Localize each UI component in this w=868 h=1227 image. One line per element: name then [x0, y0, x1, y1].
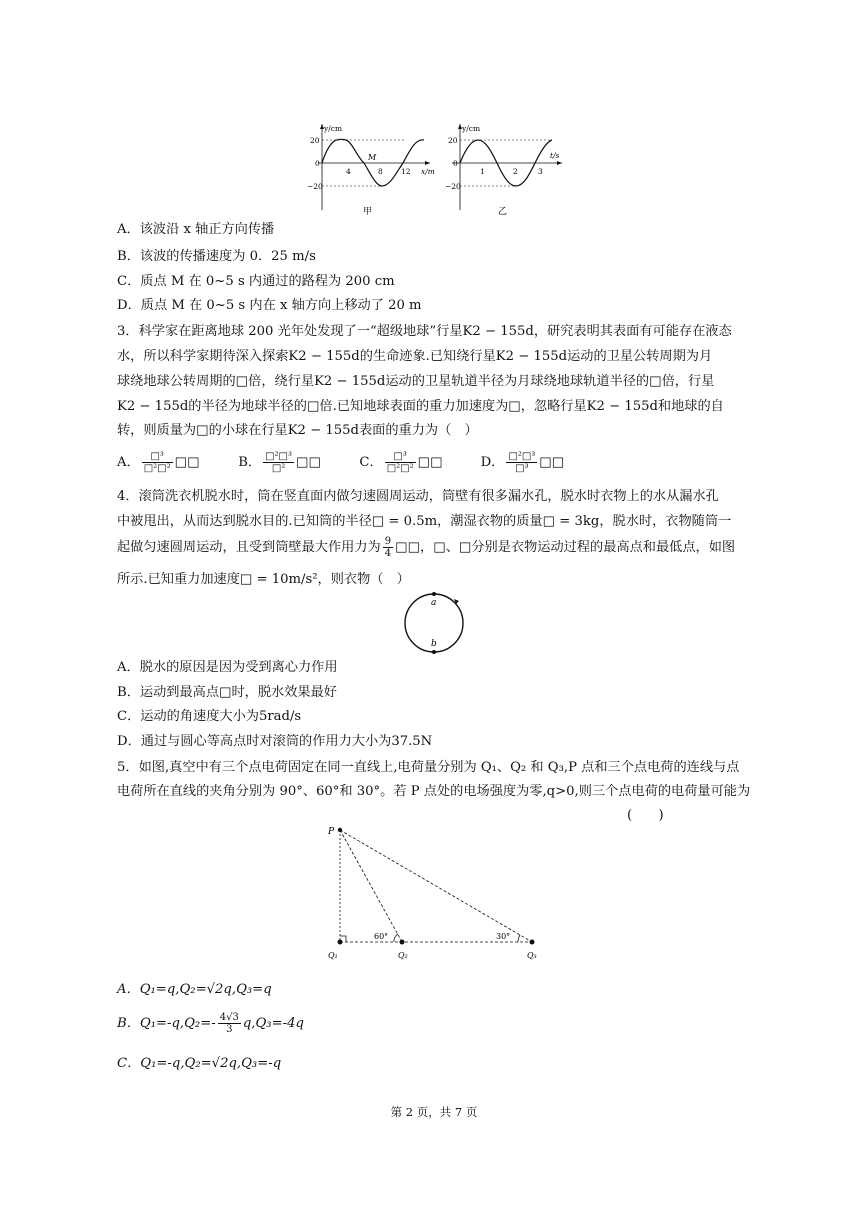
- wave-graph-left: [307, 124, 435, 217]
- wave-point-m: M: [368, 153, 377, 162]
- q4-option-b: B．运动到最高点□时，脱水效果最好: [117, 685, 337, 700]
- wave-left-caption: 甲: [363, 207, 373, 217]
- wave-right-tick-x: 3: [538, 167, 543, 176]
- wave-right-tick-y: 0: [453, 159, 458, 168]
- wave-right-xlabel: t/s: [550, 151, 560, 160]
- q4-option-a: A．脱水的原因是因为受到离心力作用: [117, 660, 338, 675]
- q3-line-4: K2 − 155d的半径为地球半径的□倍.已知地球表面的重力加速度为□，忽略行星K2 − 155d和地球的自: [117, 399, 724, 414]
- wave-left-tick-x: 8: [378, 167, 383, 176]
- wave-left-tick-x: 4: [346, 167, 351, 176]
- charges-figure: [318, 820, 548, 965]
- q4-line-2: 中被甩出，从而达到脱水目的.已知筒的半径□ = 0.5m，潮湿衣物的质量□ = 3kg，脱水时，衣物随筒一: [117, 514, 732, 529]
- q2-label: Q₂: [398, 951, 408, 960]
- wave-right-caption: 乙: [498, 207, 508, 217]
- angle-60-label: 60°: [374, 932, 389, 941]
- q3-line-3: 球绕地球公转周期的□倍，绕行星K2 − 155d运动的卫星轨道半径为月球绕地球轨道半径的□倍，行星: [117, 374, 715, 389]
- q3-option-a: A． $\frac{\text{□³}}{\text{□²□²}}$ □□: [117, 451, 200, 474]
- q2-option-b: B．该波的传播速度为 0．25 m/s: [117, 249, 316, 264]
- q4-line-3: 起做匀速圆周运动，且受到筒壁最大作用力为 $\frac{9}{4}$ □□，□、□分别是衣物运动过程的最高点和最低点，如图: [117, 536, 736, 559]
- q1-label: Q₁: [328, 951, 338, 960]
- q5-option-c: C．Q₁=-q,Q₂=√2q,Q₃=-q: [117, 1056, 282, 1071]
- q3-line-1: 3．科学家在距离地球 200 光年处发现了一“超级地球”行星K2 − 155d，研究表明其表面有可能存在液态: [117, 324, 732, 339]
- q5-line-2: 电荷所在直线的夹角分别为 90°、60°和 30°。若 P 点处的电场强度为零,q>0,则三个点电荷的电荷量可能为: [117, 784, 751, 799]
- drum-figure: [398, 590, 470, 660]
- drum-point-a: a: [431, 598, 437, 608]
- q5-line-1: 5．如图,真空中有三个点电荷固定在同一直线上,电荷量分别为 Q₁、Q₂ 和 Q₃,P 点和三个点电荷的连线与点: [117, 760, 740, 775]
- q4-line-4: 所示.已知重力加速度□ = 10m/s²，则衣物（ ）: [117, 572, 410, 587]
- wave-right-ylabel: y/cm: [462, 124, 481, 133]
- wave-right-tick-x: 2: [513, 167, 518, 176]
- wave-left-tick-y: −20: [307, 182, 323, 191]
- wave-left-ylabel: y/cm: [324, 124, 343, 133]
- angle-30-label: 30°: [496, 932, 511, 941]
- q5-option-a: A．Q₁=q,Q₂=√2q,Q₃=q: [117, 982, 272, 997]
- q3-option-c: C． $\frac{\text{□³}}{\text{□²□²}}$ □□: [359, 451, 443, 474]
- q4-option-c: C．运动的角速度大小为5rad/s: [117, 709, 302, 724]
- q3-options: [117, 448, 598, 478]
- wave-figure: [300, 118, 570, 218]
- point-p-label: P: [328, 827, 335, 837]
- drum-point-b: b: [431, 639, 437, 649]
- q3-line-5: 转，则质量为□的小球在行星K2 − 155d表面的重力为（ ）: [117, 423, 478, 438]
- wave-left-xlabel: x/m: [421, 167, 435, 176]
- wave-right-tick-y: 20: [448, 136, 458, 145]
- page-footer: 第 2 页，共 7 页: [390, 1105, 478, 1119]
- q2-option-c: C．质点 M 在 0~5 s 内通过的路程为 200 cm: [117, 274, 395, 289]
- q4-line-1: 4．滚筒洗衣机脱水时，筒在竖直面内做匀速圆周运动，筒壁有很多漏水孔，脱水时衣物上的水从漏水孔: [117, 489, 719, 504]
- q3-label: Q₃: [527, 951, 537, 960]
- wave-left-tick-y: 0: [315, 159, 320, 168]
- wave-right-tick-x: 1: [480, 167, 485, 176]
- wave-left-tick-x: 12: [401, 167, 411, 176]
- q2-option-d: D．质点 M 在 0~5 s 内在 x 轴方向上移动了 20 m: [117, 298, 422, 313]
- q5-answer-paren: ( ): [627, 808, 664, 823]
- q5-option-b: B．Q₁=-q,Q₂=- $\frac{4√3}{3}$ q,Q₃=-4q: [117, 1012, 304, 1035]
- q2-option-a: A．该波沿 x 轴正方向传播: [117, 222, 275, 237]
- wave-left-tick-y: 20: [310, 136, 320, 145]
- q4-option-d: D．通过与圆心等高点时对滚筒的作用力大小为37.5N: [117, 734, 433, 749]
- wave-right-tick-y: −20: [445, 182, 461, 191]
- q3-line-2: 水，所以科学家期待深入探索K2 − 155d的生命迹象.已知绕行星K2 − 155d运动的卫星公转周期为月: [117, 349, 713, 364]
- wave-graph-right: [445, 124, 562, 217]
- q3-option-d: D． $\frac{\text{□²□³}}{\text{□³}}$ □□: [480, 451, 565, 474]
- q3-option-b: B． $\frac{\text{□²□³}}{\text{□²}}$ □□: [238, 451, 321, 474]
